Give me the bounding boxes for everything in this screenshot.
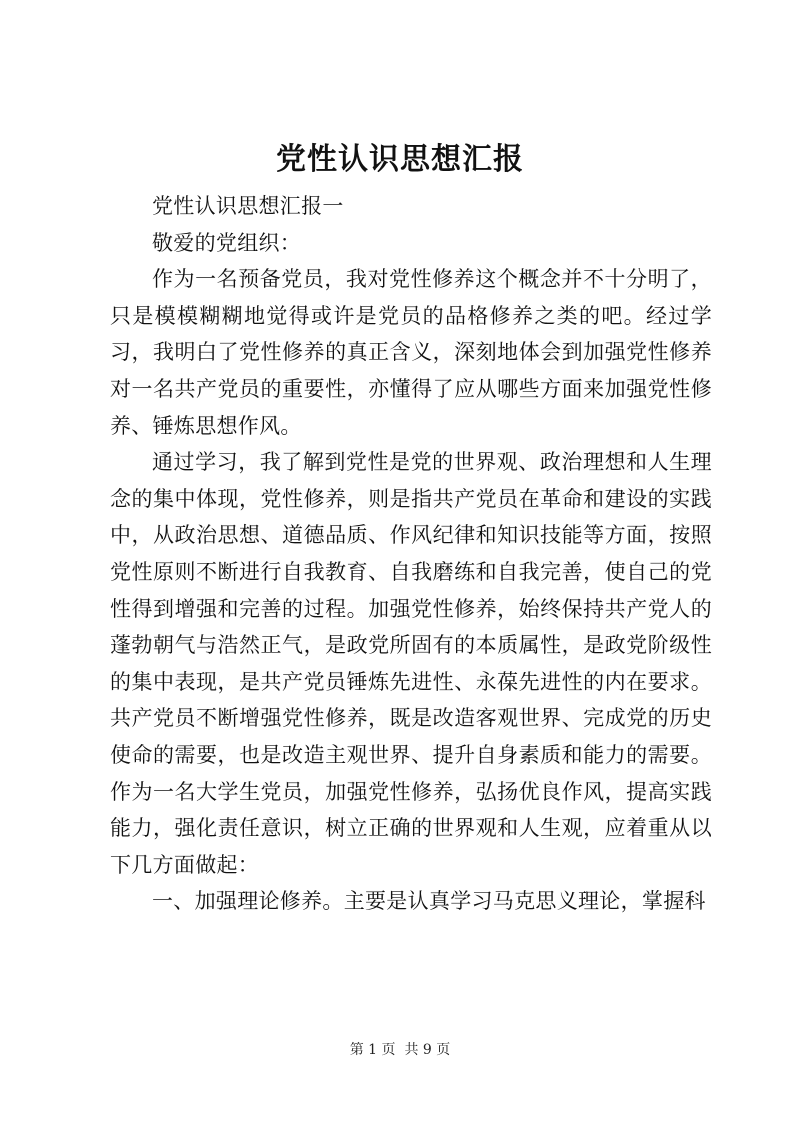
- paragraph-body: 通过学习，我了解到党性是党的世界观、政治理想和人生理念的集中体现，党性修养，则是指共产党员在革命和建设的实践中，从政治思想、道德品质、作风纪律和知识技能等方面，按照党性原则不断进行自我教育、自我磨练和自我完善，使自己的党性得到增强和完善的过程。加强党性修养，始终保持共产党人的蓬勃朝气与浩然正气，是政党所固有的本质属性，是政党阶级性的集中表现，是共产党员锤炼先进性、永葆先进性的内在要求。共产党员不断增强党性修养，既是改造客观世界、完成党的历史使命的需要，也是改造主观世界、提升自身素质和能力的需要。作为一名大学生党员，加强党性修养，弘扬优良作风，提高实践能力，强化责任意识，树立正确的世界观和人生观，应着重从以下几方面做起：: [110, 450, 712, 877]
- page-footer: [0, 1040, 800, 1060]
- page-number-label: 第 1 页 共 9 页: [349, 1042, 451, 1058]
- document-body: [110, 188, 712, 920]
- paragraph-body: 一、加强理论修养。主要是认真学习马克思义理论，掌握科: [152, 889, 706, 914]
- paragraph-body: 作为一名预备党员，我对党性修养这个概念并不十分明了，只是模模糊糊地觉得或许是党员的品格修养之类的吧。经过学习，我明白了党性修养的真正含义，深刻地体会到加强党性修养对一名共产党员的重要性，亦懂得了应从哪些方面来加强党性修养、锤炼思想作风。: [110, 267, 712, 438]
- page-title: 党性认识思想汇报: [276, 142, 524, 177]
- paragraph-subtitle: 党性认识思想汇报一: [152, 194, 344, 218]
- paragraph-salutation: 敬爱的党组织：: [152, 230, 302, 255]
